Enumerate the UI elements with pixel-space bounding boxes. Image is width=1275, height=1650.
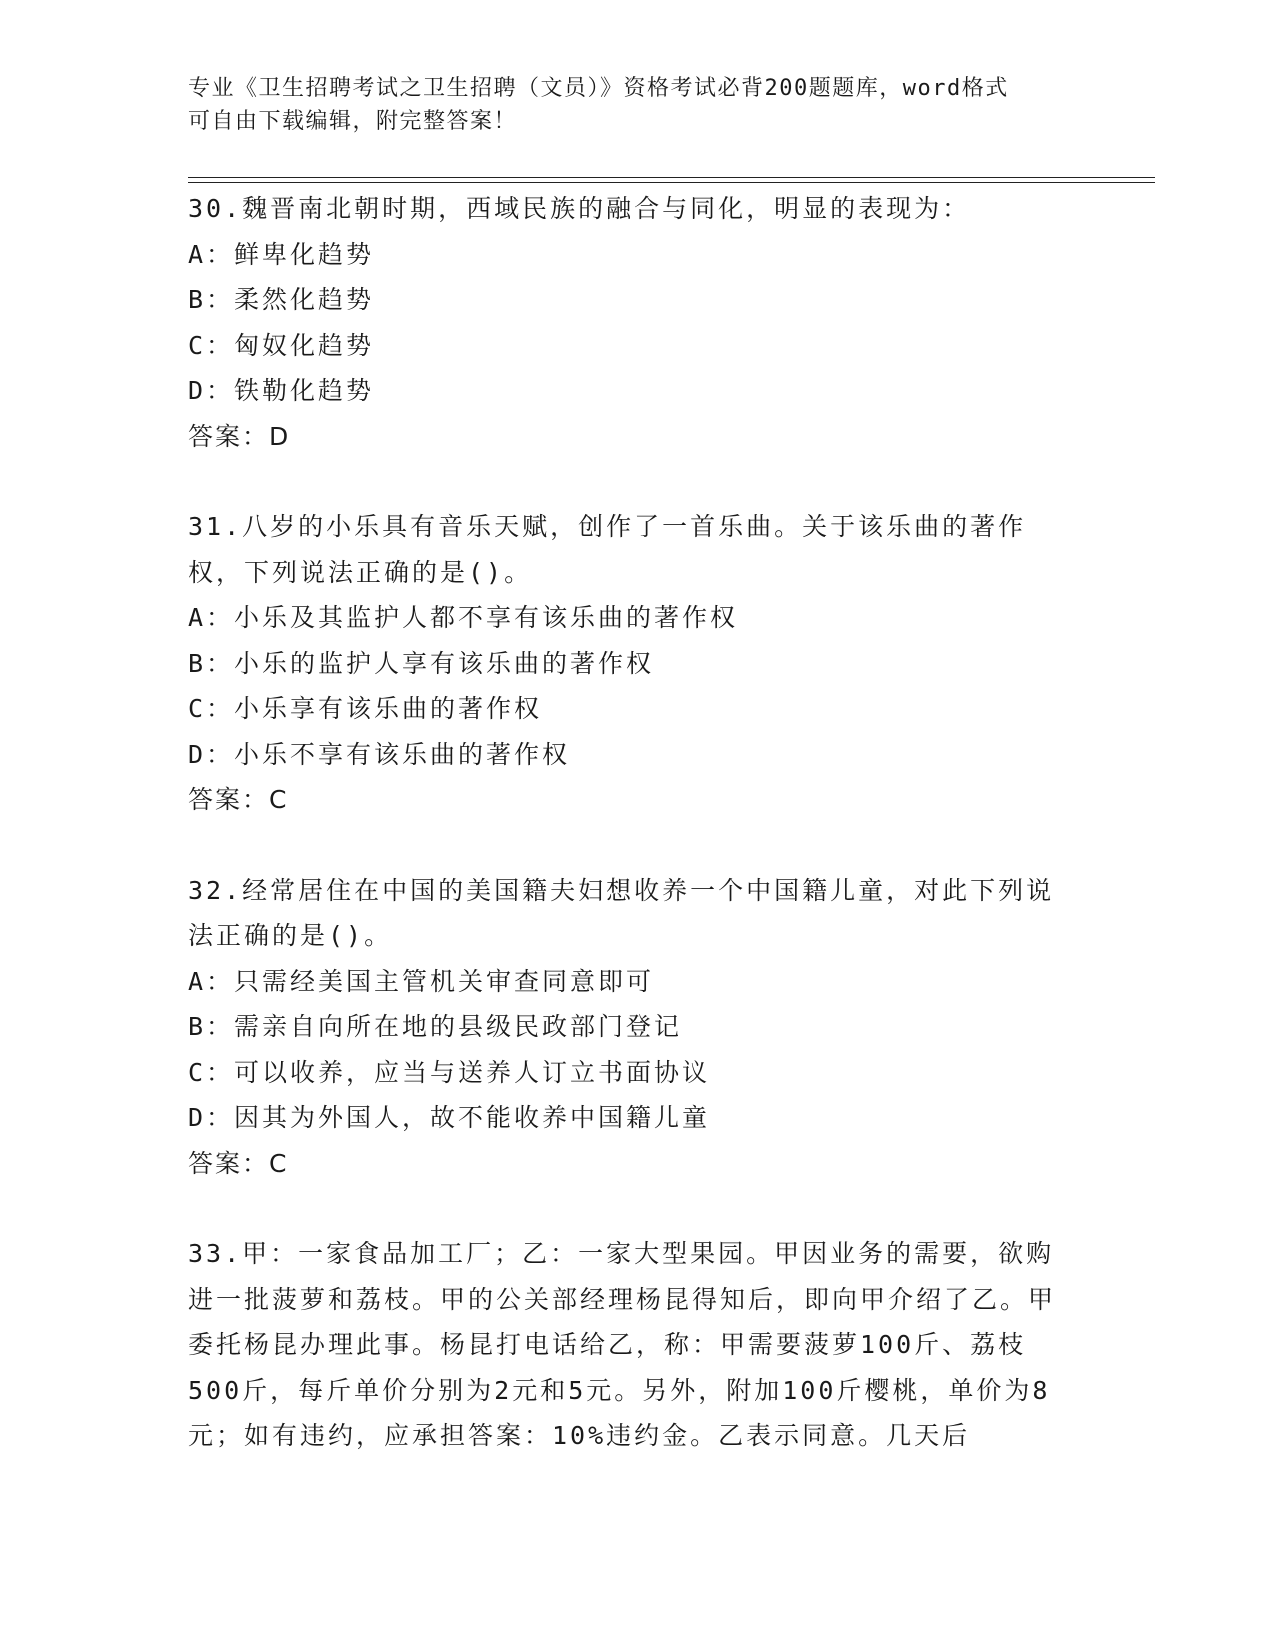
answer-line: 答案：D bbox=[188, 421, 291, 451]
question-stem: 31.八岁的小乐具有音乐天赋，创作了一首乐曲。关于该乐曲的著作权，下列说法正确的是()。 bbox=[188, 512, 1027, 587]
option-c: C：小乐享有该乐曲的著作权 bbox=[188, 694, 543, 723]
answer-line: 答案：C bbox=[188, 1148, 289, 1178]
option-a: A：小乐及其监护人都不享有该乐曲的著作权 bbox=[188, 603, 739, 632]
header-line-1: 专业《卫生招聘考试之卫生招聘（文员）》资格考试必背200题题库，word格式 bbox=[188, 76, 1009, 101]
option-a: A：只需经美国主管机关审查同意即可 bbox=[188, 966, 655, 996]
question-31 bbox=[188, 504, 1078, 823]
question-list bbox=[188, 186, 1078, 1504]
question-33 bbox=[188, 1231, 1078, 1459]
question-stem: 32.经常居住在中国的美国籍夫妇想收养一个中国籍儿童，对此下列说法正确的是()。 bbox=[188, 875, 1055, 950]
question-stem: 33.甲：一家食品加工厂；乙：一家大型果园。甲因业务的需要，欲购进一批菠萝和荔枝。甲的公关部经理杨昆得知后，即向甲介绍了乙。甲委托杨昆办理此事。杨昆打电话给乙，称：甲需要菠萝100斤、荔枝500斤，每斤单价分别为2元和5元。另外，附加100斤樱桃，单价为8元；如有违约，应承担答案：10%违约金。乙表示同意。几天后 bbox=[188, 1239, 1057, 1450]
option-b: B：柔然化趋势 bbox=[188, 285, 375, 314]
question-stem: 30.魏晋南北朝时期，西域民族的融合与同化，明显的表现为： bbox=[188, 194, 971, 223]
option-d: D：因其为外国人，故不能收养中国籍儿童 bbox=[188, 1103, 711, 1132]
answer-line: 答案：C bbox=[188, 785, 289, 814]
option-d: D：小乐不享有该乐曲的著作权 bbox=[188, 739, 571, 769]
option-d: D：铁勒化趋势 bbox=[188, 376, 375, 405]
option-b: B：需亲自向所在地的县级民政部门登记 bbox=[188, 1012, 683, 1041]
header-divider-bottom bbox=[188, 182, 1155, 183]
header-line-2: 可自由下载编辑，附完整答案！ bbox=[188, 109, 518, 134]
question-30 bbox=[188, 186, 1078, 459]
option-c: C：匈奴化趋势 bbox=[188, 330, 375, 360]
question-32 bbox=[188, 868, 1078, 1187]
option-a: A：鲜卑化趋势 bbox=[188, 239, 375, 269]
header-divider-top bbox=[188, 177, 1155, 178]
option-c: C：可以收养，应当与送养人订立书面协议 bbox=[188, 1057, 711, 1087]
document-header bbox=[188, 72, 1068, 138]
option-b: B：小乐的监护人享有该乐曲的著作权 bbox=[188, 648, 655, 678]
